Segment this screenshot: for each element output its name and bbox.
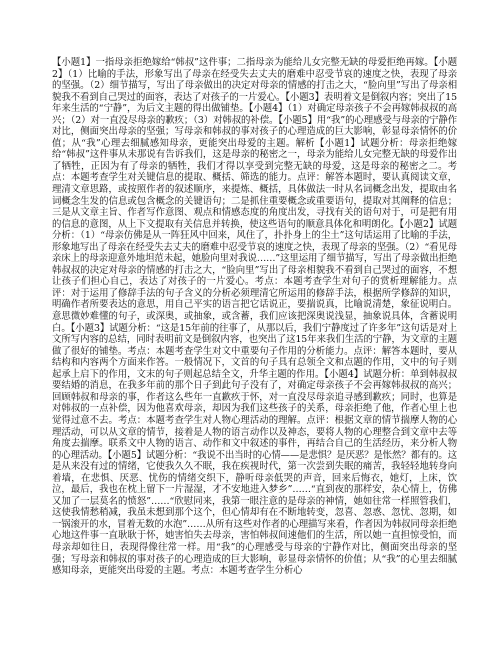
answer-analysis-text [52, 57, 457, 577]
body-text: 【小题1】一指母亲拒绝嫁给“韩叔”这件事；二指母亲为能给儿女完整无缺的母爱拒绝再嫁。【小题2】（1）比喻的手法，形象写出了母亲在经受失去丈夫的磨难中忍受节哀的速度之快，表现了母亲的坚强。（2）细节描写，写出了母亲做出的决定对母亲的情感的打击之大，“脸向里”写出了母亲相貌我不看到自己哭过的面容，表达了对孩子的一片爱心。【小题3】表明着文是倒叙内容；突出了15年来生活的“宁静”，为后文主题的得出做铺垫。【小题4】（1）对确定母亲孩子不会再嫁韩叔叔的高兴；（2）对一直没尽母亲的歉疚；（3）对韩叔的补偿。【小题5】用“我”的心理感受与母亲的宁静作对比，侧面突出母亲的坚强；写母亲和韩叔的事对孩子的心理造成的巨大影响，彰显母亲情怀的价值；从“我”心理去细腻感知母亲，更能突出母爱的主题。解析【小题1】试题分析：母亲拒绝嫁给“韩叔”这件事从未那说有告诉我们，这是母亲的秘密之一，母亲为能给儿女完整无缺的母爱作出了牺牲，正因为有了母亲的牺牲，我们才得以享受到完整无缺的母爱，这是母亲的秘密之二。考点：本题考查学生对关键信息的提取、概括、筛选的能力。点评：解答本题时，要认真阅读文章，理清文章思路，或按照作者的叙述顺序，来提炼、概括，具体做法一时从名词概念出发，提取由名词概念生发的信息或包含概念的关键语句；二是抓住重要概念或重要语句，提取对其阐释的信息；三是从文章主旨、作者写作意图、观点和情感态度的角度出发，寻找有关的语句对于，可是把有用的信息的意图，从上下文提取有关信息并转换，使这些语句的顺意具体化和明朗化。【小题2】试题分析：（1）“母亲仿佛是从一阵狂风中回来，风住了，扑扑身上的尘土”这句话运用了比喻的手法，形象地写出了母亲在经受失去丈夫的磨难中忍受节哀的速度之快，表现了母亲的坚强。（2）“看见母亲床上的母亲迎意外地坦范未起，她脸向里对我说……”这里运用了细节描写，写出了母亲做出拒绝韩叔叔的决定对母亲的情感的打击之大，“脸向里”写出了母亲相貌我不看到自己哭过的面容，不想让孩子们担心自己，表达了对孩子的一片爱心。考点：本题考查学生对句子的赏析理解能力。点评：对于运用了修辞手法的句子含义的分析必须理清它所运用的修辞手法，根据所学修辞的知识，明确作者所要表达的意思，用自己平实的语言把它话说正，要揣说真，比喻说清楚，象征说明白。意思微妙难懂的句子，或深奥，或抽象，或含蓄，我们应该把深奥说浅显，抽象说具体，含蓄说明白。【小题3】试题分析：“这是15年前的往事了，从那以后，我们宁静度过了许多年”这句话是对上文所写内容的总结，同时表明前文是倒叙内容，也突出了这15年来我们生活的宁静，为文章的主题做了很好的铺垫。考点：本题考查学生对文中重要句子作用的分析能力。点评：解答本题时，要从结构和内容两个方面来作答。一般情况下，文首的句子具有总领全文和点题的作用，文中的句子则起承上启下的作用，文末的句子则起总结全文，升华主题的作用。【小题4】试题分析：单到韩叔叔要结婚的消息，在我多年前的那个日子到此句子没有了，对确定母亲孩子不会再嫁韩叔叔的高兴；回顾韩叔和母亲的事，作者这么些年一直歉疚于怀，对一直没尽母亲追寻感到歉疚；同时，也算是对韩叔的一点补偿，因为他喜欢母亲，却因为我们这些孩子的关系，母亲拒绝了他，作者心里上也觉得过意不去。考点：本题考查学生对人物心理活动的理解。点评：根据文章的情节揣摩人物的心理活动，可以从文章的情节，接着是人物的语言动作以及神态，要将人物的心理整合到文章中去等角度去揣摩。联系文中人物的语言、动作和文中叙述的事件，再结合自己的生活经历，来分析人物的心理活动。【小题5】试题分析：“我说不出当时的心情——是悲惧？是厌恶？是怅然？都有的。这是从来没有过的情绪，它使我久久不眠，我在疾视时代，第一次尝到失眠的痛苦，我轻轻地转身向着墙，在悲惧、厌恶、忧伤的情绪交织下，静听母亲低哭的声音，回来后悔衣，她灯，上床，饮泣，最后，我也在枕上留下一片湿湿，才不安地进入梦乡”……“直到夜的那样安，杂心情上，仿佛又加了一层莫名的愤怒”……“欣慰同来，我第一眼注意的是母亲的神情，她如往常一样照管我们，这使我情愁稍减，我虽未想到那个这个，但心情却有在不断地转变，忽喜、忽惑、忽忧、忽期，如一锅滚开的水，冒着无数的水泡”……从所有这些对作者的心理描写来看，作者因为韩叔同母亲拒绝心地这件事一直耿耿于怀，她害怕失去母亲，害怕韩叔间速他们的生活，所以她一直担惊受怕，而母亲却如往日，表现得像往常一样。用“我”的心理感受与母亲的宁静作对比，侧面突出母亲的坚强；写母亲和韩叔的事对孩子的心理造成的巨大影响，彰显母亲情怀的价值；从“我”的心里去细腻感知母亲，更能突出母爱的主题。考点：本题考查学生分析心 [52, 57, 457, 577]
